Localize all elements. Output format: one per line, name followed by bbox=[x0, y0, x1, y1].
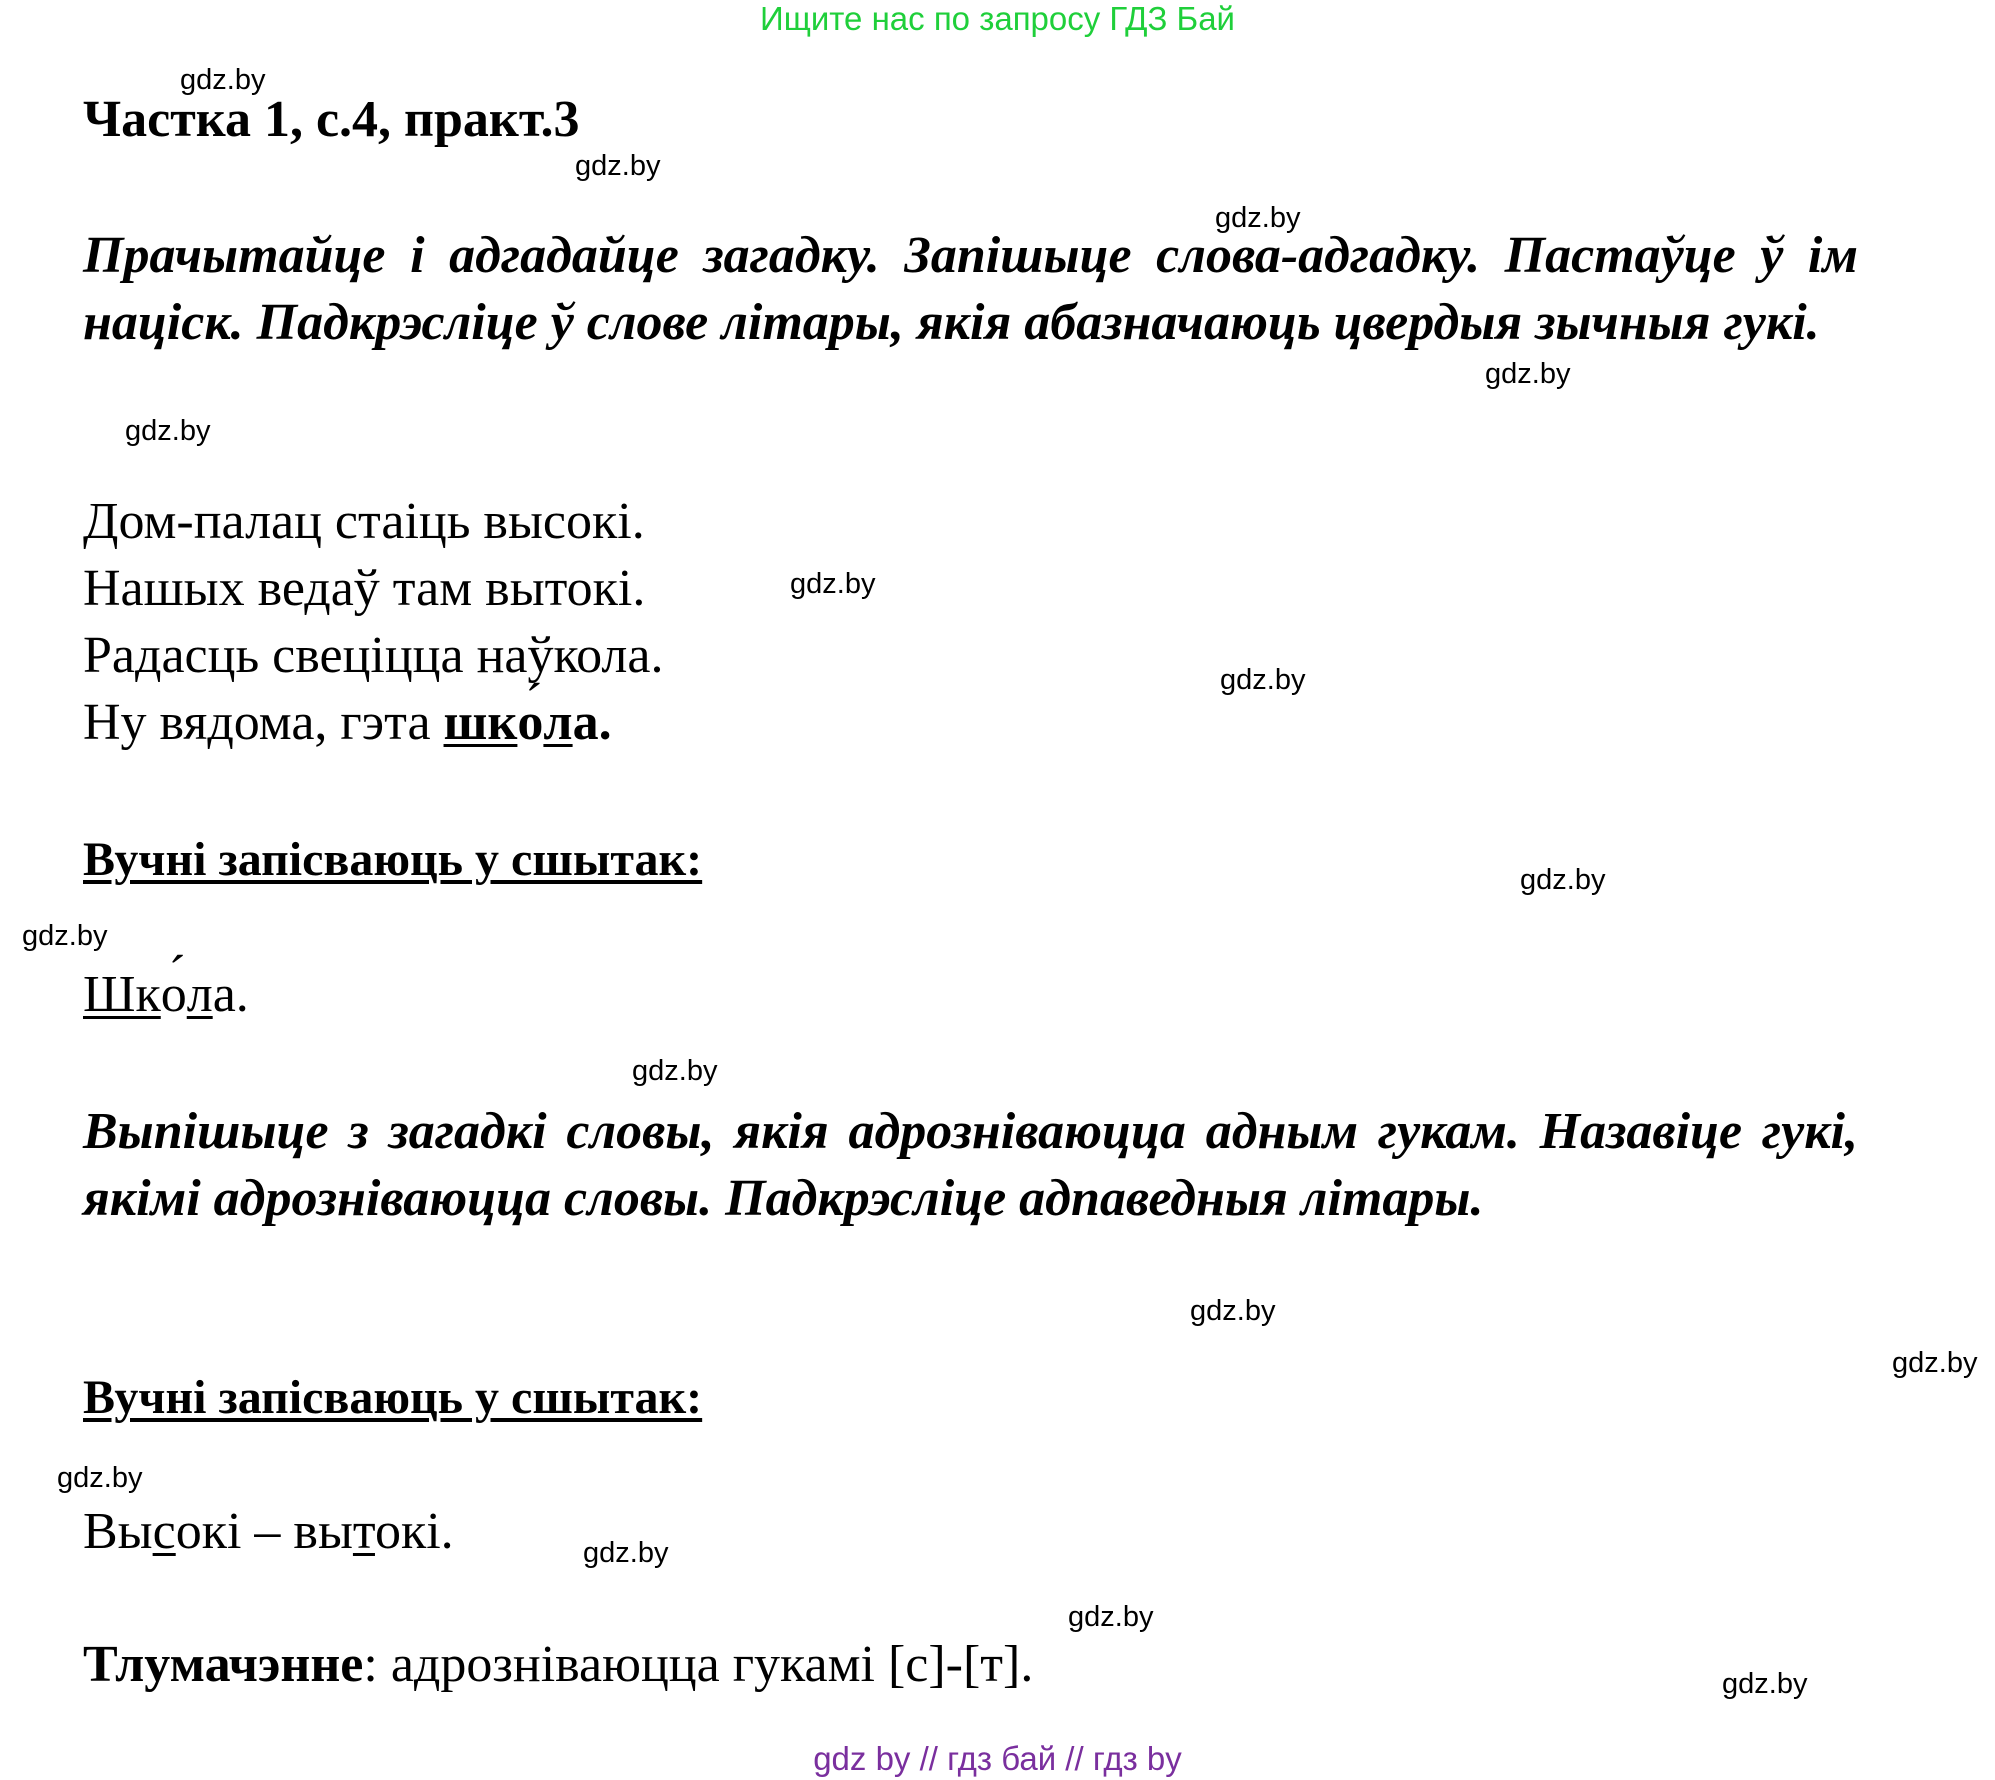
answer-2: Высокі – вытокі. bbox=[83, 1503, 454, 1560]
watermark: gdz.by bbox=[125, 415, 211, 447]
watermark: gdz.by bbox=[1220, 664, 1306, 696]
section-heading-2: Вучні запісваюць у сшытак: bbox=[83, 1371, 703, 1424]
answer-1: Шко ´ла. bbox=[83, 965, 249, 1024]
watermark: gdz.by bbox=[575, 150, 661, 182]
poem-line-1: Дом-палац стаіць высокі. bbox=[83, 493, 645, 550]
watermark: gdz.by bbox=[57, 1462, 143, 1494]
poem-line-4 bbox=[83, 689, 663, 756]
watermark: gdz.by bbox=[1485, 358, 1571, 390]
poem-line-3: Радасць свеціцца наўкола. bbox=[83, 627, 664, 684]
task-1: Прачытайце і адгадайце загадку. Запішыце слова-адгадку. Пастаўце ў ім націск. Падкрэсліце ў слове літары, якія абазначаюць цвердыя зычныя гукі. bbox=[83, 227, 1858, 351]
top-banner: Ищите нас по запросу ГДЗ Бай bbox=[760, 0, 1235, 37]
watermark: gdz.by bbox=[1892, 1347, 1978, 1379]
watermark: gdz.by bbox=[583, 1537, 669, 1569]
poem-line-4-prefix: Ну вядома, гэта bbox=[83, 694, 444, 751]
watermark: gdz.by bbox=[1068, 1601, 1154, 1633]
watermark: gdz.by bbox=[1722, 1668, 1808, 1700]
watermark: gdz.by bbox=[1215, 202, 1301, 234]
watermark: gdz.by bbox=[632, 1055, 718, 1087]
bottom-banner: gdz by // гдз бай // гдз by bbox=[813, 1740, 1182, 1777]
explanation bbox=[83, 1635, 1033, 1694]
watermark: gdz.by bbox=[22, 920, 108, 952]
page-title: Частка 1, с.4, практ.3 bbox=[83, 91, 580, 148]
poem-line-2: Нашых ведаў там вытокі. bbox=[83, 560, 646, 617]
section-heading-1: Вучні запісваюць у сшытак: bbox=[83, 833, 703, 886]
riddle-answer-word: шко ´ла. bbox=[444, 694, 612, 751]
explanation-text: : адрозніваюцца гукамі [с]-[т]. bbox=[363, 1636, 1034, 1693]
explanation-label: Тлумачэнне bbox=[83, 1636, 364, 1693]
riddle-poem bbox=[83, 488, 663, 756]
watermark: gdz.by bbox=[1190, 1295, 1276, 1327]
task-2: Выпішыце з загадкі словы, якія адрозніваюцца адным гукам. Назавіце гукі, якімі адрозніваюцца словы. Падкрэсліце адпаведныя літары. bbox=[83, 1103, 1858, 1227]
watermark: gdz.by bbox=[180, 64, 266, 96]
watermark: gdz.by bbox=[1520, 864, 1606, 896]
watermark: gdz.by bbox=[790, 568, 876, 600]
